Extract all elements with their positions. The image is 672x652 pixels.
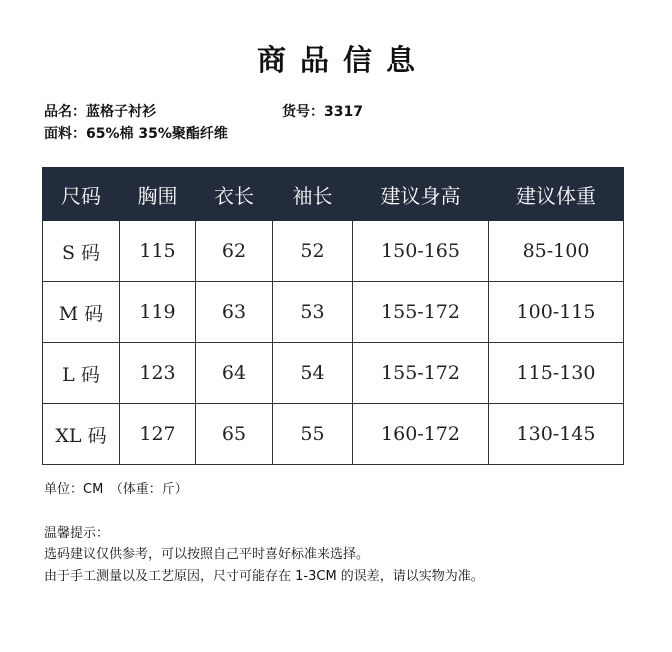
cell-chest: 123 bbox=[120, 343, 196, 404]
header-weight: 建议体重 bbox=[489, 168, 624, 221]
cell-length: 63 bbox=[196, 282, 273, 343]
table-row bbox=[43, 282, 624, 343]
table-header-row bbox=[43, 168, 624, 221]
cell-weight: 85-100 bbox=[489, 221, 624, 282]
cell-size: M 码 bbox=[43, 282, 120, 343]
cell-chest: 119 bbox=[120, 282, 196, 343]
cell-size: L 码 bbox=[43, 343, 120, 404]
cell-size: S 码 bbox=[43, 221, 120, 282]
cell-height: 160-172 bbox=[353, 404, 489, 465]
cell-chest: 115 bbox=[120, 221, 196, 282]
cell-length: 62 bbox=[196, 221, 273, 282]
cell-sleeve: 53 bbox=[273, 282, 353, 343]
cell-weight: 115-130 bbox=[489, 343, 624, 404]
cell-height: 155-172 bbox=[353, 343, 489, 404]
cell-size: XL 码 bbox=[43, 404, 120, 465]
cell-sleeve: 52 bbox=[273, 221, 353, 282]
cell-weight: 130-145 bbox=[489, 404, 624, 465]
cell-weight: 100-115 bbox=[489, 282, 624, 343]
product-name: 品名：蓝格子衬衫 bbox=[44, 104, 156, 120]
cell-sleeve: 54 bbox=[273, 343, 353, 404]
product-material: 面料：65%棉 35%聚酯纤维 bbox=[44, 126, 228, 142]
header-size: 尺码 bbox=[43, 168, 120, 221]
product-sku: 货号：3317 bbox=[282, 104, 363, 120]
cell-length: 64 bbox=[196, 343, 273, 404]
header-sleeve: 袖长 bbox=[273, 168, 353, 221]
cell-length: 65 bbox=[196, 404, 273, 465]
header-length: 衣长 bbox=[196, 168, 273, 221]
tip-line-1: 选码建议仅供参考，可以按照自己平时喜好标准来选择。 bbox=[44, 547, 370, 562]
table-row bbox=[43, 343, 624, 404]
tip-title: 温馨提示： bbox=[44, 526, 110, 541]
cell-sleeve: 55 bbox=[273, 404, 353, 465]
cell-chest: 127 bbox=[120, 404, 196, 465]
cell-height: 155-172 bbox=[353, 282, 489, 343]
unit-note: 单位：CM （体重：斤） bbox=[44, 482, 188, 497]
header-height: 建议身高 bbox=[353, 168, 489, 221]
table-row bbox=[43, 404, 624, 465]
tip-line-2: 由于手工测量以及工艺原因，尺寸可能存在 1-3CM 的误差，请以实物为准。 bbox=[44, 569, 484, 584]
size-table bbox=[42, 167, 624, 465]
table-row bbox=[43, 221, 624, 282]
page-title: 商品信息 bbox=[256, 43, 429, 77]
header-chest: 胸围 bbox=[120, 168, 196, 221]
cell-height: 150-165 bbox=[353, 221, 489, 282]
